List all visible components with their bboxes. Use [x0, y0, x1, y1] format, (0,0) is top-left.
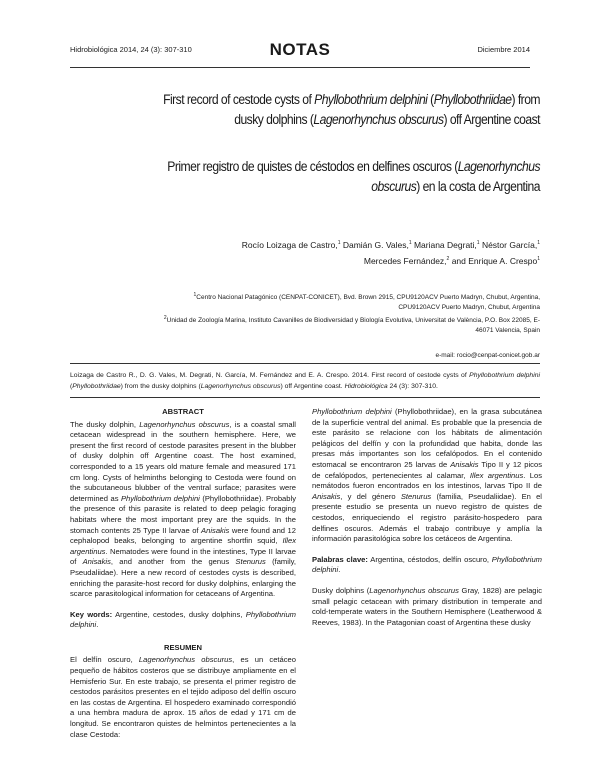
author-list: Rocío Loizaga de Castro,$^1$ Damián G. Vales,$^1$ Mariana Degrati,$^1$ Néstor García,$^1$ Mercedes Fernández,$^2$ and Enrique A. Crespo$^1$ — [241, 239, 540, 266]
resumen-body-start: El delfín oscuro, Lagenorhynchus obscurus, es un cetáceo pequeño de hábitos costeros que se distribuye ampliamente en el Hemisferio Sur. En este trabajo, se presenta el primer registro de cestodos parásitos presentes en el tejido adiposo del delfín oscuro en las costas de Argentina. El hospedero examinado correspondió a una hembra madura de aprox. 15 años de edad y 171 cm de longitud. Se encontraron quistes de helmintos pertenecientes a la clase Cestoda: — [70, 655, 296, 739]
citation-rule-bottom — [70, 397, 540, 398]
issue-date: Diciembre 2014 — [477, 45, 530, 54]
citation: Loizaga de Castro R., D. G. Vales, M. Degrati, N. García, M. Fernández and E. A. Crespo. 2014. First record of cestode cysts of Phyllobothrium delphini (Phyllobothriidae) from the dusky dolphins (Lagenorhynchus obscurus) off Argentine coast. Hidrobiológica 24 (3): 307-310. — [70, 372, 540, 390]
resumen-body-continued: Phyllobothrium delphini (Phyllobothriidae), en la grasa subcutánea de la superficie ventral del animal. Es probable que la presencia de este parásito se relacione con los hábitats de alimentación pelágicos del delfín y con la profundidad que habita, donde las presas más importantes son los cefalópodos. En el contenido estomacal se encontraron 25 larvas de Anisakis Tipo II y 12 picos de cefalópodos, pertenecientes al calamar, Illex argentinus. Los nemátodos fueron encontrados en los intestinos, larvas Tipo II de Anisakis, y del género Stenurus (familia, Pseudaliidae). En el presente estudio se presenta un nuevo registro de quistes de cestodos, enriqueciendo el registro parásito-hospedero para delfines oscuros. Además el trabajo contribuye y amplía la información parasitológica sobre los cetáceos de Argentina. — [312, 407, 542, 544]
keywords: Key words: Argentine, cestodes, dusky dolphins, Phyllobothrium delphini. — [70, 609, 296, 630]
contact-email: e-mail: rocio@cenpat-conicet.gob.ar — [435, 352, 540, 359]
introduction-paragraph: Dusky dolphins (Lagenorhynchus obscurus Gray, 1828) are pelagic small pelagic cetacean with primary distribution in temperate and cold-temperate waters in the Southern Hemisphere (Leatherwood & Reeves, 1983). In the Patagonian coast of Argentina these dusky — [312, 585, 543, 627]
abstract-body: The dusky dolphin, Lagenorhynchus obscurus, is a coastal small cetacean widespread in the southern hemisphere. Here, we present the first record of cestode parasites present in the blubber of dusky dolphin off Argentine coast. The host examined, corresponded to a 15 years old mature female and measured 171 cm long. Cysts of helminths belonging to Cestoda were found on the subcutaneous blubber of the ventral surface; parasites were determined as Phyllobothrium delphini (Phyllobothriidae). Probably the presence of this parasite is related to deep pelagic foraging habitats where the most important prey are the squids. In the stomach contents 25 Type II larvae of Anisakis were found and 12 cephalopod beaks, belonging to argentine shortfin squid, Illex argentinus. Nematodes were found in the intestines, Type II larvae of Anisakis, and another from the genus Stenurus (family, Pseudaliidae). Here a new record of cestodes cysts is described, enriching the parasite-host record for dusky dolphins, enlarging the scarce parasitological information for cetaceans of Argentina. — [70, 419, 296, 599]
section-title: NOTAS — [269, 40, 331, 59]
title-spanish: Primer registro de quistes de céstodos en delfines oscuros (Lagenorhynchus obscurus) en la costa de Argentina — [167, 159, 540, 194]
affiliation-2: $^2$Unidad de Zoología Marina, Instituto Cavanilles de Biodiversidad y Biología Evolutiva, Universitat de València, P.O. Box 22085, E-46071 Valencia, Spain — [163, 315, 540, 335]
abstract-heading: ABSTRACT — [162, 407, 204, 416]
resumen-heading: RESUMEN — [164, 642, 202, 652]
palabras-clave: Palabras clave: Argentina, céstodos, delfín oscuro, Phyllobothrium delphini. — [312, 554, 542, 575]
title-english: First record of cestode cysts of Phyllobothrium delphini (Phyllobothriidae) from dusky dolphins (Lagenorhynchus obscurus) off Argentine coast — [163, 92, 540, 127]
journal-reference: Hidrobiológica 2014, 24 (3): 307-310 — [70, 45, 192, 54]
header-rule — [70, 67, 530, 68]
affiliations — [160, 290, 540, 336]
left-column — [70, 407, 296, 740]
running-header — [70, 40, 530, 62]
right-column — [312, 407, 542, 628]
affiliation-1: $^1$Centro Nacional Patagónico (CENPAT-CONICET), Bvd. Brown 2915, CPU9120ACV Puerto Madryn, Chubut, Argentina, CPU9120ACV Puerto Madryn, Chubut, Argentina — [193, 292, 540, 312]
citation-rule-top — [70, 363, 540, 364]
